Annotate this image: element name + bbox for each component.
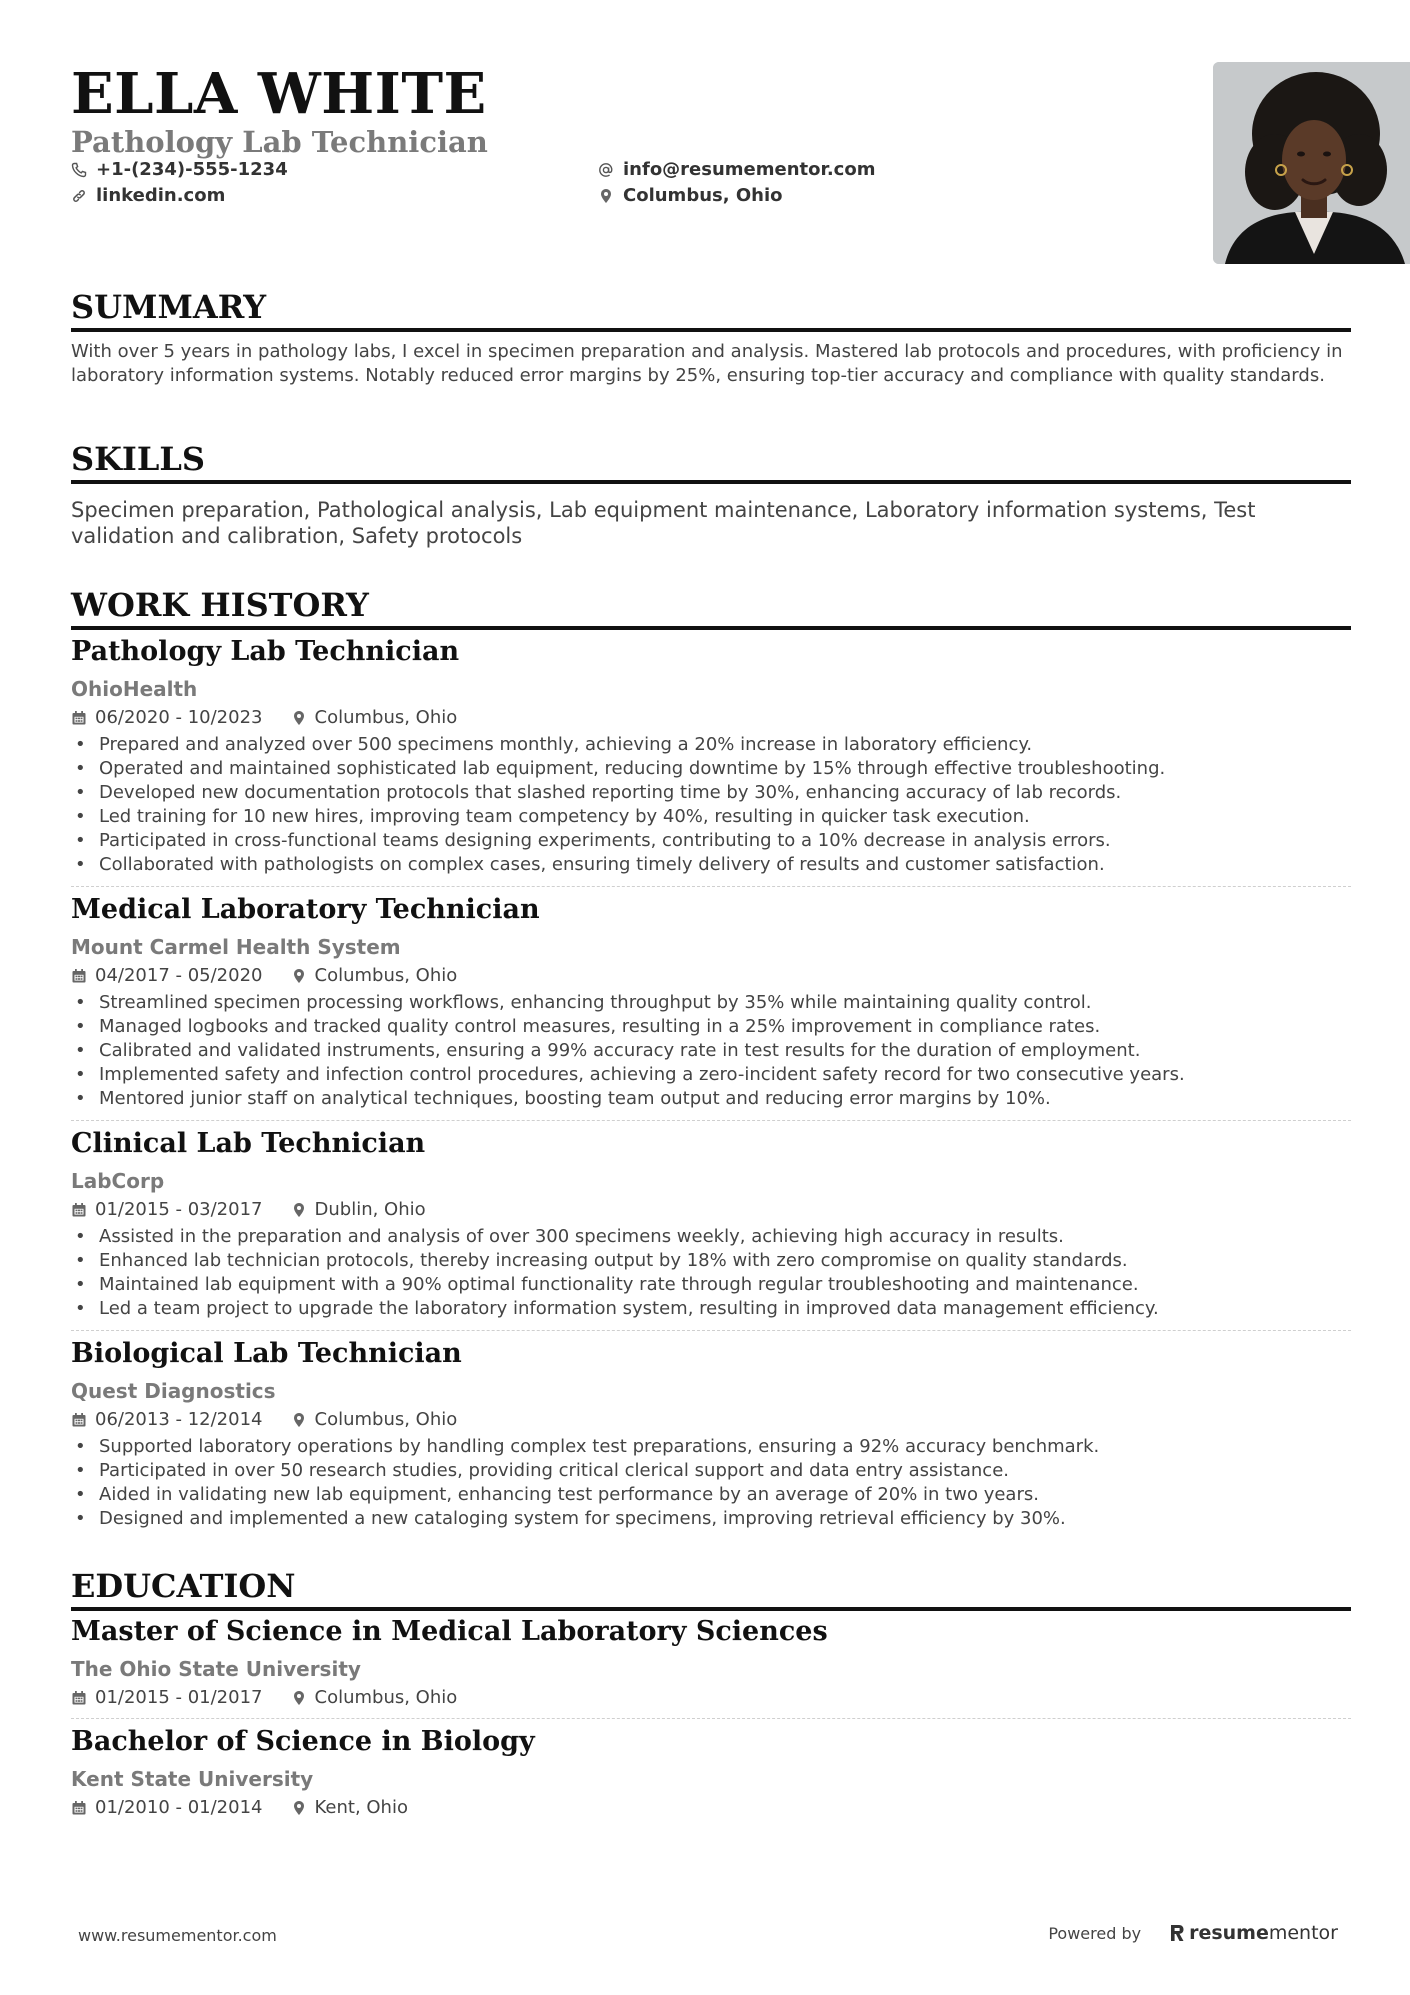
calendar-icon <box>71 1202 87 1218</box>
bullet-item: • Managed logbooks and tracked quality control measures, resulting in a 25% improvement in compliance rates. <box>71 1015 1351 1039</box>
bullet-item: • Participated in cross-functional teams designing experiments, contributing to a 10% decrease in analysis errors. <box>71 829 1351 853</box>
job-bullets <box>71 1435 1351 1531</box>
education-dates <box>71 1686 263 1710</box>
calendar-icon <box>71 1690 87 1706</box>
bullet-item: • Designed and implemented a new cataloging system for specimens, improving retrieval efficiency by 30%. <box>71 1507 1351 1531</box>
job-dates-text: 06/2020 - 10/2023 <box>95 707 263 728</box>
linkedin-text: linkedin.com <box>96 185 226 206</box>
education-location <box>291 1796 408 1820</box>
bullet-item: • Led a team project to upgrade the laboratory information system, resulting in improved data management efficiency. <box>71 1297 1351 1321</box>
bullet-item: • Mentored junior staff on analytical techniques, boosting team output and reducing error margins by 10%. <box>71 1087 1351 1111</box>
skills-heading: SKILLS <box>71 440 1351 484</box>
education-heading: EDUCATION <box>71 1567 1351 1611</box>
contact-location <box>598 183 783 209</box>
job-company: LabCorp <box>71 1169 165 1193</box>
job-entry <box>71 1126 1351 1331</box>
bullet-item: • Enhanced lab technician protocols, thereby increasing output by 18% with zero compromise on quality standards. <box>71 1249 1351 1273</box>
bullet-item: • Maintained lab equipment with a 90% optimal functionality rate through regular troubleshooting and maintenance. <box>71 1273 1351 1297</box>
portrait-image <box>1213 62 1410 264</box>
job-location-text: Columbus, Ohio <box>314 965 458 986</box>
calendar-icon <box>71 710 87 726</box>
job-entry <box>71 892 1351 1121</box>
job-entry <box>71 634 1351 887</box>
map-pin-icon <box>291 1690 307 1706</box>
map-pin-icon <box>598 188 614 204</box>
job-meta <box>71 1408 1351 1432</box>
resume-header <box>71 62 1351 272</box>
profile-photo <box>1213 62 1410 264</box>
footer-website-link[interactable]: www.resumementor.com <box>78 1926 277 1945</box>
brand-name-light: mentor <box>1268 1922 1338 1944</box>
education-dates <box>71 1796 263 1820</box>
summary-heading: SUMMARY <box>71 288 1351 332</box>
bullet-item: • Streamlined specimen processing workflows, enhancing throughput by 35% while maintaining quality control. <box>71 991 1351 1015</box>
job-location <box>291 706 458 730</box>
bullet-item: • Prepared and analyzed over 500 specimens monthly, achieving a 20% increase in laboratory efficiency. <box>71 733 1351 757</box>
calendar-icon <box>71 1800 87 1816</box>
bullet-item: • Participated in over 50 research studies, providing critical clerical support and data entry assistance. <box>71 1459 1351 1483</box>
education-dates-text: 01/2010 - 01/2014 <box>95 1797 263 1818</box>
job-dates <box>71 1198 263 1222</box>
map-pin-icon <box>291 710 307 726</box>
job-dates-text: 04/2017 - 05/2020 <box>95 965 263 986</box>
school-name: Kent State University <box>71 1767 314 1791</box>
email-text: info@resumementor.com <box>623 159 876 180</box>
job-company: OhioHealth <box>71 677 198 701</box>
job-company: Mount Carmel Health System <box>71 935 401 959</box>
education-meta <box>71 1686 1351 1710</box>
bullet-item: • Aided in validating new lab equipment, enhancing test performance by an average of 20% in two years. <box>71 1483 1351 1507</box>
education-location-text: Columbus, Ohio <box>314 1687 458 1708</box>
job-dates-text: 06/2013 - 12/2014 <box>95 1409 263 1430</box>
education-entry <box>71 1614 1351 1719</box>
footer-branding <box>1048 1922 1338 1944</box>
brand-name-bold: resume <box>1189 1922 1269 1944</box>
education-meta <box>71 1796 1351 1820</box>
job-location <box>291 1408 458 1432</box>
map-pin-icon <box>291 1202 307 1218</box>
work-history-heading: WORK HISTORY <box>71 586 1351 630</box>
summary-text: With over 5 years in pathology labs, I excel in specimen preparation and analysis. Mastered lab protocols and procedures, with proficiency in laboratory information systems. Notably reduced error margins by 25%, ensuring top-tier accuracy and compliance with quality standards. <box>71 341 1343 386</box>
job-location <box>291 1198 426 1222</box>
contact-phone[interactable] <box>71 157 288 183</box>
location-text: Columbus, Ohio <box>623 185 783 206</box>
job-location-text: Dublin, Ohio <box>314 1199 426 1220</box>
candidate-title: Pathology Lab Technician <box>71 125 488 159</box>
job-dates <box>71 1408 263 1432</box>
education-location <box>291 1686 458 1710</box>
link-icon <box>71 188 87 204</box>
degree-title: Master of Science in Medical Laboratory Sciences <box>71 1616 828 1647</box>
job-location-text: Columbus, Ohio <box>314 707 458 728</box>
brand-mark-icon <box>1169 1923 1185 1943</box>
job-dates <box>71 964 263 988</box>
bullet-item: • Supported laboratory operations by handling complex test preparations, ensuring a 92% accuracy benchmark. <box>71 1435 1351 1459</box>
job-title: Biological Lab Technician <box>71 1338 462 1369</box>
job-title: Clinical Lab Technician <box>71 1128 426 1159</box>
candidate-name: ELLA WHITE <box>71 61 487 127</box>
skills-text: Specimen preparation, Pathological analysis, Lab equipment maintenance, Laboratory information systems, Test validation and calibration, Safety protocols <box>71 498 1256 548</box>
education-dates-text: 01/2015 - 01/2017 <box>95 1687 263 1708</box>
powered-by-label: Powered by <box>1048 1923 1142 1943</box>
job-entry <box>71 1336 1351 1540</box>
job-meta <box>71 706 1351 730</box>
brand-logo[interactable] <box>1169 1922 1338 1944</box>
bullet-item: • Assisted in the preparation and analysis of over 300 specimens weekly, achieving high accuracy in results. <box>71 1225 1351 1249</box>
job-dates-text: 01/2015 - 03/2017 <box>95 1199 263 1220</box>
phone-text: +1-(234)-555-1234 <box>96 159 288 180</box>
calendar-icon <box>71 1412 87 1428</box>
job-location-text: Columbus, Ohio <box>314 1409 458 1430</box>
job-title: Pathology Lab Technician <box>71 636 460 667</box>
school-name: The Ohio State University <box>71 1657 361 1681</box>
job-bullets <box>71 733 1351 877</box>
job-meta <box>71 1198 1351 1222</box>
job-location <box>291 964 458 988</box>
job-bullets <box>71 1225 1351 1321</box>
education-entry <box>71 1724 1351 1828</box>
map-pin-icon <box>291 968 307 984</box>
job-bullets <box>71 991 1351 1111</box>
calendar-icon <box>71 968 87 984</box>
bullet-item: • Developed new documentation protocols that slashed reporting time by 30%, enhancing accuracy of lab records. <box>71 781 1351 805</box>
degree-title: Bachelor of Science in Biology <box>71 1726 535 1757</box>
job-meta <box>71 964 1351 988</box>
job-dates <box>71 706 263 730</box>
map-pin-icon <box>291 1412 307 1428</box>
job-title: Medical Laboratory Technician <box>71 894 540 925</box>
bullet-item: • Collaborated with pathologists on complex cases, ensuring timely delivery of results and customer satisfaction. <box>71 853 1351 877</box>
contact-email[interactable] <box>598 157 875 183</box>
job-company: Quest Diagnostics <box>71 1379 276 1403</box>
contact-linkedin[interactable] <box>71 183 225 209</box>
at-sign-icon <box>598 162 614 178</box>
bullet-item: • Operated and maintained sophisticated lab equipment, reducing downtime by 15% through effective troubleshooting. <box>71 757 1351 781</box>
education-location-text: Kent, Ohio <box>314 1797 408 1818</box>
bullet-item: • Implemented safety and infection control procedures, achieving a zero-incident safety record for two consecutive years. <box>71 1063 1351 1087</box>
phone-icon <box>71 162 87 178</box>
bullet-item: • Calibrated and validated instruments, ensuring a 99% accuracy rate in test results for the duration of employment. <box>71 1039 1351 1063</box>
map-pin-icon <box>291 1800 307 1816</box>
bullet-item: • Led training for 10 new hires, improving team competency by 40%, resulting in quicker task execution. <box>71 805 1351 829</box>
